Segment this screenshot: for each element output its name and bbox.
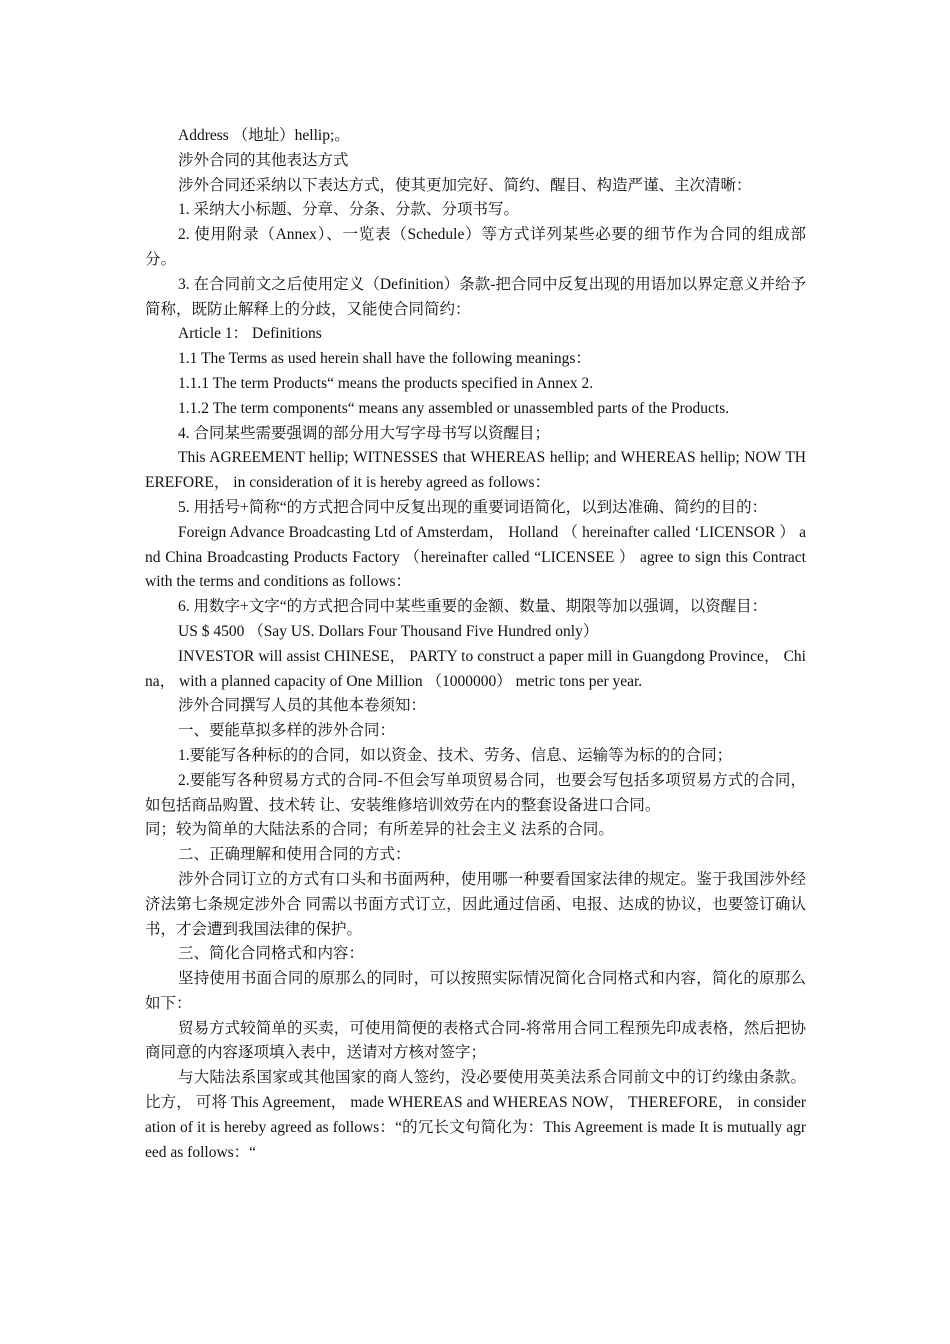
example-clause-1-1: 1.1 The Terms as used herein shall have the following meanings： (178, 350, 591, 368)
list-item-4: 4. 合同某些需要强调的部分用大写字母书写以资醒目； (178, 424, 551, 442)
subheading-3: 三、简化合同格式和内容： (178, 945, 365, 963)
simple-trade-paragraph: 贸易方式较简单的买卖，可使用简便的表格式合同-将常用合同工程预先印成表格，然后把协商同意的内容逐项填入表中，送请对方核对签字； (145, 1019, 806, 1062)
example-clause-1-1-1: 1.1.1 The term Products“ means the products specified in Annex 2. (178, 374, 594, 392)
section-heading-notes: 涉外合同撰写人员的其他本卷须知： (178, 697, 427, 715)
list-item-1: 1. 采纳大小标题、分章、分条、分款、分项书写。 (178, 201, 520, 219)
intro-paragraph: 涉外合同还采纳以下表达方式，使其更加完好、简约、醒目、构造严谨、主次清晰： (178, 176, 752, 194)
note-1: 1.要能写各种标的的合同，如以资金、技术、劳务、信息、运输等为标的的合同； (178, 746, 733, 764)
subheading-2: 二、正确理解和使用合同的方式： (178, 846, 411, 864)
list-item-6: 6. 用数字+文字“的方式把合同中某些重要的金额、数量、期限等加以强调，以资醒目： (178, 598, 768, 616)
document-page (145, 124, 806, 1165)
section-heading-other-expressions: 涉外合同的其他表达方式 (178, 151, 349, 169)
list-item-2: 2. 使用附录（Annex）、一览表（Schedule）等方式详列某些必要的细节作为合同的组成部分。 (145, 226, 806, 268)
list-item-5: 5. 用括号+简称“的方式把合同中反复出现的重要词语简化，以到达准确、简约的目的： (178, 498, 768, 516)
example-clause-1-1-2: 1.1.2 The term components“ means any assembled or unassembled parts of the Products. (178, 399, 730, 417)
example-amount: US $ 4500 （Say US. Dollars Four Thousand Five Hundred only） (178, 622, 599, 640)
example-investor: INVESTOR will assist CHINESE， PARTY to construct a paper mill in Guangdong Province， China， with a planned capacity of One Million （1000000） metric tons per year. (145, 647, 806, 690)
note-2: 2.要能写各种贸易方式的合同-不但会写单项贸易合同，也要会写包括多项贸易方式的合同，如包括商品购置、技术转 让、安装维修培训效劳在内的整套设备进口合同。 (145, 771, 806, 814)
subheading-1: 一、要能草拟多样的涉外合同： (178, 722, 396, 740)
civil-law-paragraph: 与大陆法系国家或其他国家的商人签约，没必要使用英美法系合同前文中的订约缘由条款。比方， 可将 This Agreement， made WHEREAS and WHEREAS NOW， THEREFORE， in consideration of it is hereby agreed as follows：“的冗长文句简化为：This Agreement is made It is mutually agreed as follows：“ (145, 1069, 806, 1161)
note-2-continuation: 同；较为简单的大陆法系的合同；有所差异的社会主义 法系的合同。 (145, 821, 614, 839)
simplify-principle-paragraph: 坚持使用书面合同的原那么的同时，可以按照实际情况简化合同格式和内容，简化的原那么如下： (145, 970, 806, 1012)
example-article-heading: Article 1： Definitions (178, 325, 322, 343)
list-item-3: 3. 在合同前文之后使用定义（Definition）条款-把合同中反复出现的用语加以界定意义并给予简称，既防止解释上的分歧，又能使合同简约： (145, 275, 806, 318)
contract-form-paragraph: 涉外合同订立的方式有口头和书面两种，使用哪一种要看国家法律的规定。鉴于我国涉外经济法第七条规定涉外合 同需以书面方式订立，因此通过信函、电报、达成的协议，也要签订确认书，才会遭到我国法律的保护。 (145, 870, 806, 938)
example-agreement-caps: This AGREEMENT hellip; WITNESSES that WHEREAS hellip; and WHEREAS hellip; NOW THEREFORE， in consideration of it is hereby agreed as follows： (145, 449, 806, 492)
example-licensor-licensee: Foreign Advance Broadcasting Ltd of Amsterdam， Holland （ hereinafter called ‘LICENSOR ） and China Broadcasting Products Factory （hereinafter called “LICENSEE ） agree to sign this Contract with the terms and conditions as follows： (145, 523, 806, 591)
address-line: Address （地址）hellip;。 (178, 127, 350, 144)
